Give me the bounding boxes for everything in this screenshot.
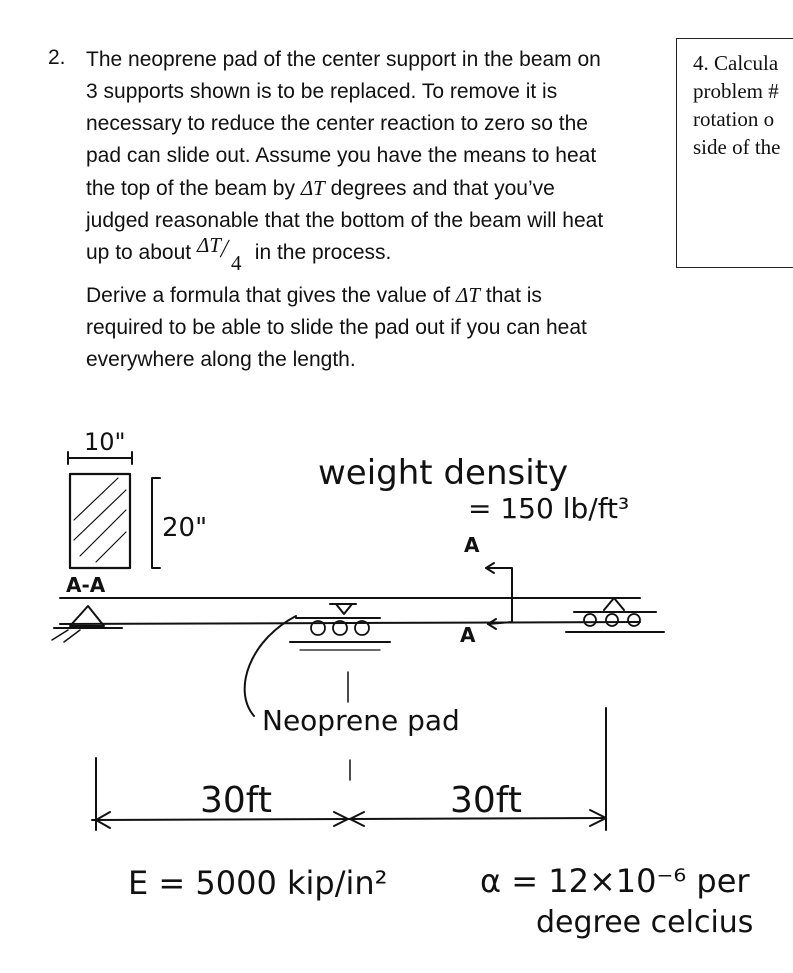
pad-callout-leader: [245, 616, 296, 716]
cut-label-top: A: [464, 533, 480, 557]
paragraph-1-part-a: The neoprene pad of the center support in the beam on 3 supports shown is to be replaced. To remove it is necessary to reduce the center reaction to zero so the pad can slide out. Assume you have the means to heat the top of the beam by: [86, 48, 601, 200]
center-roller-support: [290, 604, 390, 650]
delta-t-symbol: ΔT: [300, 176, 325, 200]
problem-4-line-4: side of the: [693, 135, 781, 159]
width-label: 10": [84, 428, 126, 456]
height-label: 20": [162, 513, 208, 543]
fraction-denominator: 4: [230, 251, 242, 276]
cross-section: [66, 428, 207, 597]
cut-line: [486, 568, 512, 624]
problem-4-line-2: problem #: [693, 79, 779, 103]
density-label: weight density: [318, 453, 569, 493]
thermal-coefficient-label: α = 12×10⁻⁶ per: [480, 862, 750, 900]
pad-label: Neoprene pad: [262, 704, 460, 737]
span-1-label: 30ft: [200, 780, 272, 821]
modulus-label: E = 5000 kip/in²: [128, 864, 388, 902]
paragraph-1-part-c: in the process.: [248, 241, 392, 264]
section-cut-marker: [460, 533, 512, 647]
span-2-label: 30ft: [450, 780, 522, 821]
delta-t-symbol-2: ΔT: [456, 283, 481, 308]
beam-bottom-edge: [60, 622, 640, 624]
thermal-coefficient-units: degree celcius: [536, 905, 754, 940]
fraction-slash: /: [218, 234, 231, 264]
paragraph-2-part-b: that is required to be able to slide the pad out if you can heat everywhere along the length.: [86, 284, 587, 372]
span-dimensions: [92, 672, 606, 830]
problem-number: 2.: [48, 46, 66, 69]
section-rectangle: [70, 474, 130, 568]
paragraph-2-part-a: Derive a formula that gives the value of: [86, 284, 457, 308]
problem-4-line-1: 4. Calcula: [693, 51, 779, 75]
paragraph-1-part-b: degrees and that you’ve judged reasonable that the bottom of the beam will heat up to about: [86, 177, 604, 264]
problem-4-line-3: rotation o: [693, 107, 775, 131]
fraction-numerator: ΔT: [196, 233, 221, 258]
section-label: A-A: [66, 573, 106, 597]
density-value: = 150 lb/ft³: [468, 492, 630, 525]
section-hatching: [74, 478, 126, 562]
cut-label-bottom: A: [460, 623, 476, 647]
right-roller-support: [566, 598, 664, 632]
height-bracket: [152, 478, 160, 568]
